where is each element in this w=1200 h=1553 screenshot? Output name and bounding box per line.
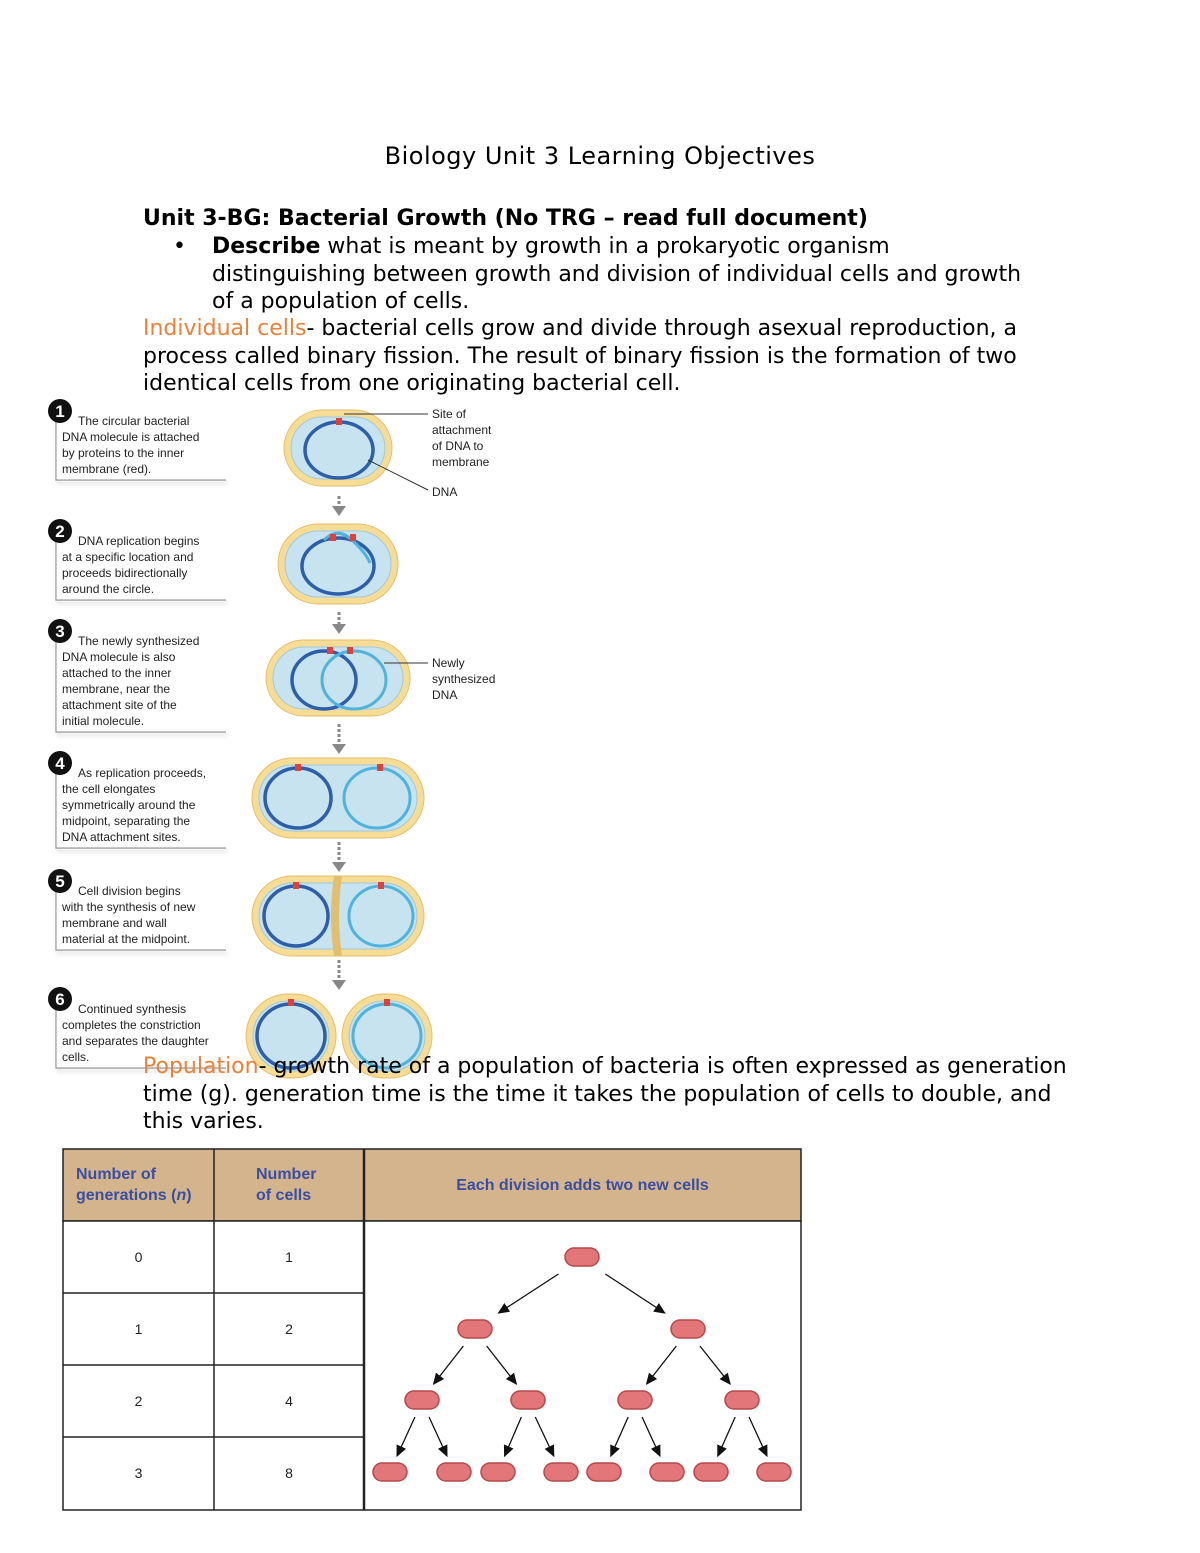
- step-text-line: membrane and wall: [62, 916, 167, 930]
- site-label-line: of DNA to: [432, 439, 484, 453]
- step-text-line: material at the midpoint.: [62, 932, 191, 946]
- bacterium-cell: [458, 1320, 492, 1338]
- header-cells: Number: [256, 1166, 317, 1183]
- step-1-box: [48, 399, 226, 480]
- attachment-protein: [350, 534, 356, 541]
- step-text-line: by proteins to the inner: [62, 446, 185, 460]
- bacterium-cell: [565, 1248, 599, 1266]
- objective-body: what is meant by growth in a prokaryotic organism distinguishing between growth and division of individual cells and growth of a population of cells.: [212, 234, 1022, 314]
- page-title: Biology Unit 3 Learning Objectives: [384, 142, 816, 170]
- step-text-line: DNA replication begins: [78, 534, 200, 548]
- step-text-line: at a specific location and: [62, 550, 194, 564]
- step-number: 1: [55, 402, 65, 421]
- bacterium-cell: [544, 1463, 578, 1481]
- header-diagram: Each division adds two new cells: [456, 1177, 709, 1194]
- step-text-line: cells.: [62, 1050, 90, 1064]
- step-number: 3: [55, 622, 65, 641]
- cytoplasm: [259, 765, 417, 831]
- step-text-line: the cell elongates: [62, 782, 156, 796]
- arrow-head: [332, 744, 346, 754]
- header-generations: Number of: [76, 1166, 156, 1183]
- step-text-line: Continued synthesis: [78, 1002, 187, 1016]
- attachment-protein: [330, 534, 336, 541]
- bacterium-cell: [671, 1320, 705, 1338]
- generation-table: [62, 1148, 804, 1514]
- step-text-line: with the synthesis of new: [62, 900, 196, 914]
- step-4-box: [48, 751, 226, 848]
- down-arrow-icon: [332, 612, 346, 634]
- step-text-line: membrane (red).: [62, 462, 152, 476]
- newly-label-line: Newly: [432, 656, 465, 670]
- cell-count-value: 2: [285, 1321, 293, 1337]
- site-label-line: Site of: [432, 407, 467, 421]
- cell-count-value: 8: [285, 1465, 293, 1481]
- attachment-protein: [347, 647, 353, 654]
- attachment-protein: [336, 418, 342, 425]
- bacterium-cell: [587, 1463, 621, 1481]
- bacterium-cell: [373, 1463, 407, 1481]
- step-5-box: [48, 869, 226, 950]
- bullet-dot: •: [173, 234, 186, 259]
- individual-cells-paragraph: [143, 315, 1073, 398]
- down-arrow-icon: [332, 724, 346, 754]
- attachment-protein: [377, 764, 383, 771]
- bacterium-cell: [511, 1391, 545, 1409]
- step-text-line: symmetrically around the: [62, 798, 196, 812]
- bacterium-cell: [650, 1463, 684, 1481]
- arrow-head: [332, 624, 346, 634]
- step-number: 4: [55, 754, 65, 773]
- objective-bullet: [143, 233, 1023, 316]
- bacterium-cell: [725, 1391, 759, 1409]
- step-number: 5: [55, 872, 65, 891]
- header-cells-line2: of cells: [256, 1187, 312, 1204]
- step-text-line: As replication proceeds,: [78, 766, 207, 780]
- generation-value: 3: [134, 1465, 143, 1481]
- arrow-head: [332, 980, 346, 990]
- step-2-box: [48, 519, 226, 600]
- down-arrow-icon: [332, 496, 346, 516]
- bacterium-cell: [405, 1391, 439, 1409]
- bacterium-cell: [618, 1391, 652, 1409]
- step-text-line: initial molecule.: [62, 714, 145, 728]
- unit-heading: Unit 3-BG: Bacterial Growth (No TRG – read full document): [143, 206, 868, 231]
- bacterium-cell: [481, 1463, 515, 1481]
- arrow-head: [332, 862, 346, 872]
- constriction-ring: [335, 876, 338, 956]
- step-text-line: The circular bacterial: [78, 414, 190, 428]
- newly-label-line: synthesized: [432, 672, 496, 686]
- site-label-line: membrane: [432, 455, 490, 469]
- cell-stage-1: [284, 410, 392, 486]
- bacterium-cell: [757, 1463, 791, 1481]
- binary-fission-figure: [48, 398, 518, 1088]
- site-label-line: attachment: [432, 423, 492, 437]
- newly-label-line: DNA: [432, 688, 458, 702]
- step-text-line: Cell division begins: [78, 884, 181, 898]
- down-arrow-icon: [332, 842, 346, 872]
- attachment-protein: [295, 764, 301, 771]
- dna-label: DNA: [432, 485, 458, 499]
- step-text-line: membrane, near the: [62, 682, 171, 696]
- cell-stage-5: [252, 876, 424, 956]
- generation-value: 0: [134, 1249, 143, 1265]
- cell-stage-2: [278, 524, 398, 604]
- step-text-line: DNA attachment sites.: [62, 830, 181, 844]
- step-number: 2: [55, 522, 65, 541]
- step-text-line: DNA molecule is attached: [62, 430, 200, 444]
- step-3-box: [48, 619, 226, 732]
- objective-text: [212, 233, 1023, 316]
- step-text-line: and separates the daughter: [62, 1034, 209, 1048]
- arrow-head: [332, 506, 346, 516]
- step-text-line: proceeds bidirectionally: [62, 566, 188, 580]
- step-text-line: The newly synthesized: [78, 634, 200, 648]
- header-generations-line2: generations (n): [76, 1187, 192, 1204]
- step-text-line: around the circle.: [62, 582, 155, 596]
- generation-value: 1: [134, 1321, 143, 1337]
- population-paragraph: [143, 1053, 1073, 1136]
- cell-stage-4: [252, 758, 424, 838]
- attachment-protein: [327, 647, 333, 654]
- individual-cells-text: - bacterial cells grow and divide through asexual reproduction, a process called binary fission. The result of binary fission is the formation of two identical cells from one originating bacterial cell.: [143, 316, 1017, 396]
- attachment-protein: [293, 882, 299, 889]
- step-text-line: attached to the inner: [62, 666, 172, 680]
- down-arrow-icon: [332, 960, 346, 990]
- step-number: 6: [55, 990, 65, 1009]
- cell-count-value: 1: [285, 1249, 293, 1265]
- cell-stage-3: [266, 640, 410, 716]
- individual-cells-label: Individual cells: [143, 316, 307, 341]
- bacterium-cell: [437, 1463, 471, 1481]
- bacterium-cell: [694, 1463, 728, 1481]
- attachment-protein: [378, 882, 384, 889]
- generation-value: 2: [134, 1393, 143, 1409]
- attachment-protein: [288, 999, 294, 1006]
- step-text-line: DNA molecule is also: [62, 650, 176, 664]
- step-text-line: attachment site of the: [62, 698, 177, 712]
- attachment-protein: [384, 999, 390, 1006]
- cell-count-value: 4: [285, 1393, 293, 1409]
- objective-verb: Describe: [212, 234, 321, 259]
- population-text: - growth rate of a population of bacteria is often expressed as generation time (g). generation time is the time it takes the population of cells to double, and this varies.: [143, 1054, 1067, 1134]
- step-text-line: midpoint, separating the: [62, 814, 191, 828]
- step-text-line: completes the constriction: [62, 1018, 201, 1032]
- population-label: Population: [143, 1054, 259, 1079]
